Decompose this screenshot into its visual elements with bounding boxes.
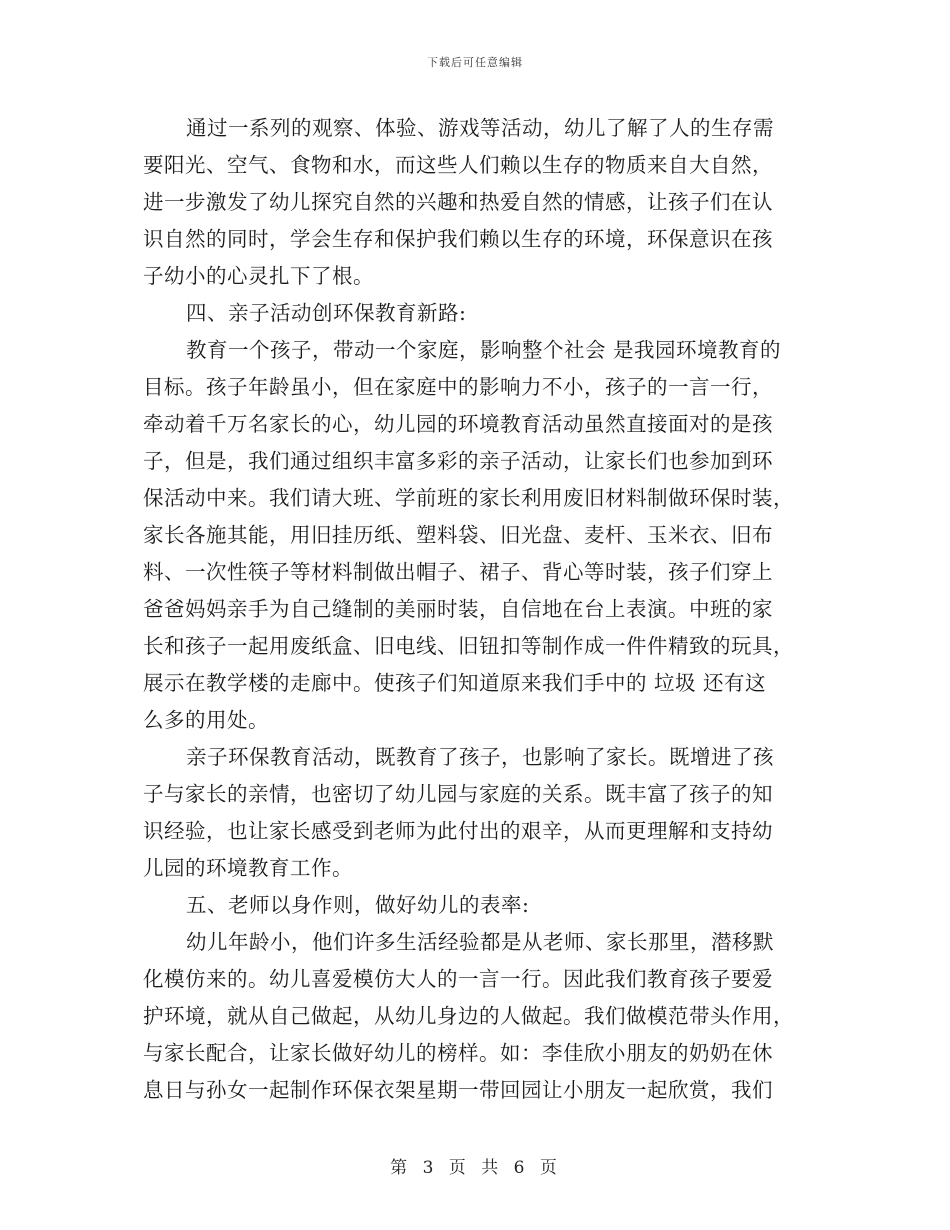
text-line: 进一步激发了幼儿探究自然的兴趣和热爱自然的情感，让孩子们在认 [143, 190, 773, 214]
text-line: 目标。孩子年龄虽小，但在家庭中的影响力不小，孩子的一言一行， [143, 375, 773, 399]
text-line: 家长各施其能，用旧挂历纸、塑料袋、旧光盘、麦杆、玉米衣、旧布 [143, 523, 773, 547]
document-body [143, 110, 811, 1109]
text-line: 长和孩子一起用废纸盒、旧电线、旧钮扣等制作成一件件精致的玩具， [143, 634, 794, 658]
text-line: 识自然的同时，学会生存和保护我们赖以生存的环境，环保意识在孩 [143, 227, 773, 251]
text-line: 息日与孙女一起制作环保衣架星期一带回园让小朋友一起欣赏，我们 [143, 1078, 773, 1102]
text-line: 展示在教学楼的走廊中。使孩子们知道原来我们手中的 垃圾 还有这 [143, 671, 767, 695]
text-line: 四、亲子活动创环保教育新路: [186, 301, 467, 325]
text-line: 料、一次性筷子等材料制做出帽子、裙子、背心等时装，孩子们穿上 [143, 560, 773, 584]
text-line: 幼儿年龄小，他们许多生活经验都是从老师、家长那里，潜移默 [186, 930, 774, 954]
text-line: 教育一个孩子，带动一个家庭，影响整个社会 是我园环境教育的 [186, 338, 782, 362]
text-line: 护环境，就从自己做起，从幼儿身边的人做起。我们做模范带头作用， [143, 1004, 794, 1028]
text-line: 亲子环保教育活动，既教育了孩子，也影响了家长。既增进了孩 [186, 745, 774, 769]
text-line: 儿园的环境教育工作。 [143, 856, 353, 880]
text-line: 爸爸妈妈亲手为自己缝制的美丽时装，自信地在台上表演。中班的家 [143, 597, 773, 621]
text-line: 化模仿来的。幼儿喜爱模仿大人的一言一行。因此我们教育孩子要爱 [143, 967, 773, 991]
text-line: 通过一系列的观察、体验、游戏等活动，幼儿了解了人的生存需 [186, 116, 774, 140]
text-line: 子幼小的心灵扎下了根。 [143, 264, 374, 288]
text-line: 子，但是，我们通过组织丰富多彩的亲子活动，让家长们也参加到环 [143, 449, 773, 473]
page-number-footer: 第 3 页 共 6 页 [390, 1158, 560, 1178]
text-line: 要阳光、空气、食物和水，而这些人们赖以生存的物质来自大自然， [143, 153, 773, 177]
page-header: 下载后可任意编辑 [427, 56, 523, 69]
text-line: 牵动着千万名家长的心，幼儿园的环境教育活动虽然直接面对的是孩 [143, 412, 773, 436]
text-line: 么多的用处。 [143, 708, 269, 732]
text-line: 保活动中来。我们请大班、学前班的家长利用废旧材料制做环保时装， [143, 486, 794, 510]
text-line: 子与家长的亲情，也密切了幼儿园与家庭的关系。既丰富了孩子的知 [143, 782, 773, 806]
text-line: 五、老师以身作则，做好幼儿的表率: [186, 893, 530, 917]
text-line: 识经验，也让家长感受到老师为此付出的艰辛，从而更理解和支持幼 [143, 819, 773, 843]
text-line: 与家长配合，让家长做好幼儿的榜样。如：李佳欣小朋友的奶奶在休 [143, 1041, 773, 1065]
